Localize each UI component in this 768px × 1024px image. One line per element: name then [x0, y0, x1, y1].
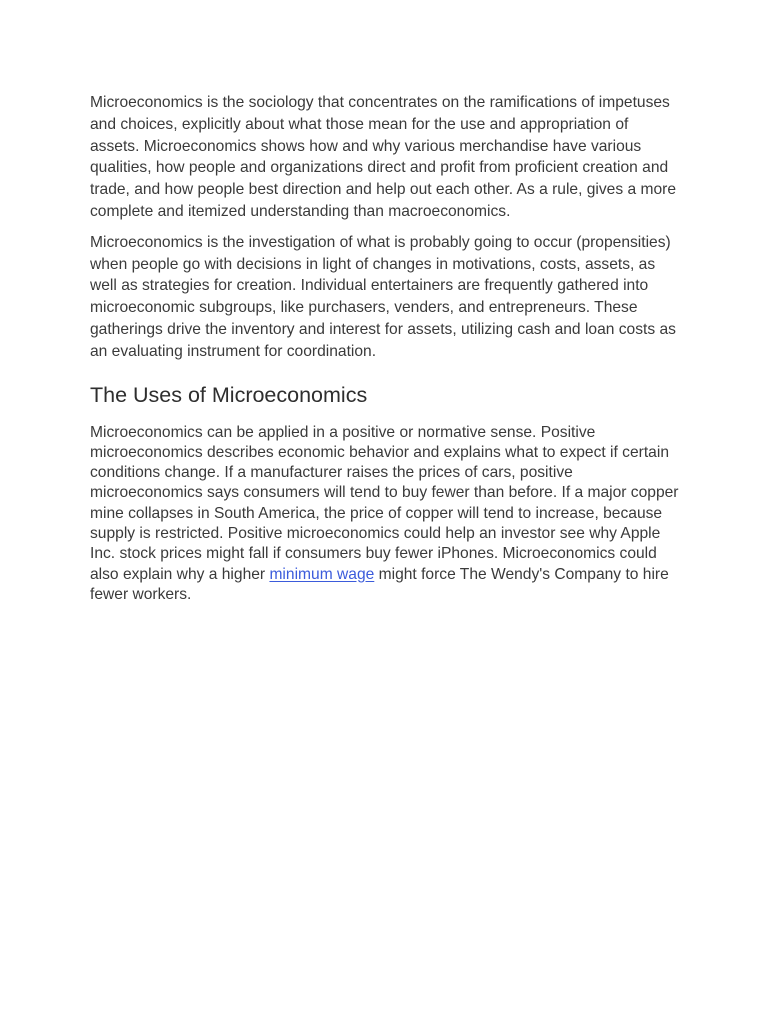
document-body [90, 92, 680, 605]
paragraph-uses-text-end: might force The Wendy's Company to hire fewer workers. [90, 565, 669, 603]
paragraph-intro: Microeconomics is the sociology that concentrates on the ramifications of impetuses and choices, explicitly about what those mean for the use and appropriation of assets. Microeconomics shows how and why various merchandise have various qualities, how people and organizations direct and profit from proficient creation and trade, and how people best direction and help out each other. As a rule, gives a more complete and itemized understanding than macroeconomics. [90, 94, 677, 220]
section-heading: The Uses of Microeconomics [90, 382, 368, 407]
paragraph-uses-text: Microeconomics can be applied in a positive or normative sense. Positive microeconomics describes economic behavior and explains what to expect if certain conditions change. If a manufacturer raises the prices of cars, positive microeconomics says consumers will tend to buy fewer than before. If a major copper mine collapses in South America, the price of copper will tend to increase, because supply is restricted. Positive microeconomics could help an investor see why Apple Inc. stock prices might fall if consumers buy fewer iPhones. Microeconomics could also explain why a higher [90, 423, 679, 583]
paragraph-uses [90, 423, 680, 606]
paragraph-investigation: Microeconomics is the investigation of what is probably going to occur (propensities) when people go with decisions in light of changes in motivations, costs, assets, as well as strategies for creation. Individual entertainers are frequently gathered into microeconomic subgroups, like purchasers, venders, and entrepreneurs. These gatherings drive the inventory and interest for assets, utilizing cash and loan costs as an evaluating instrument for coordination. [90, 233, 676, 360]
minimum-wage-link[interactable]: minimum wage [269, 565, 375, 583]
